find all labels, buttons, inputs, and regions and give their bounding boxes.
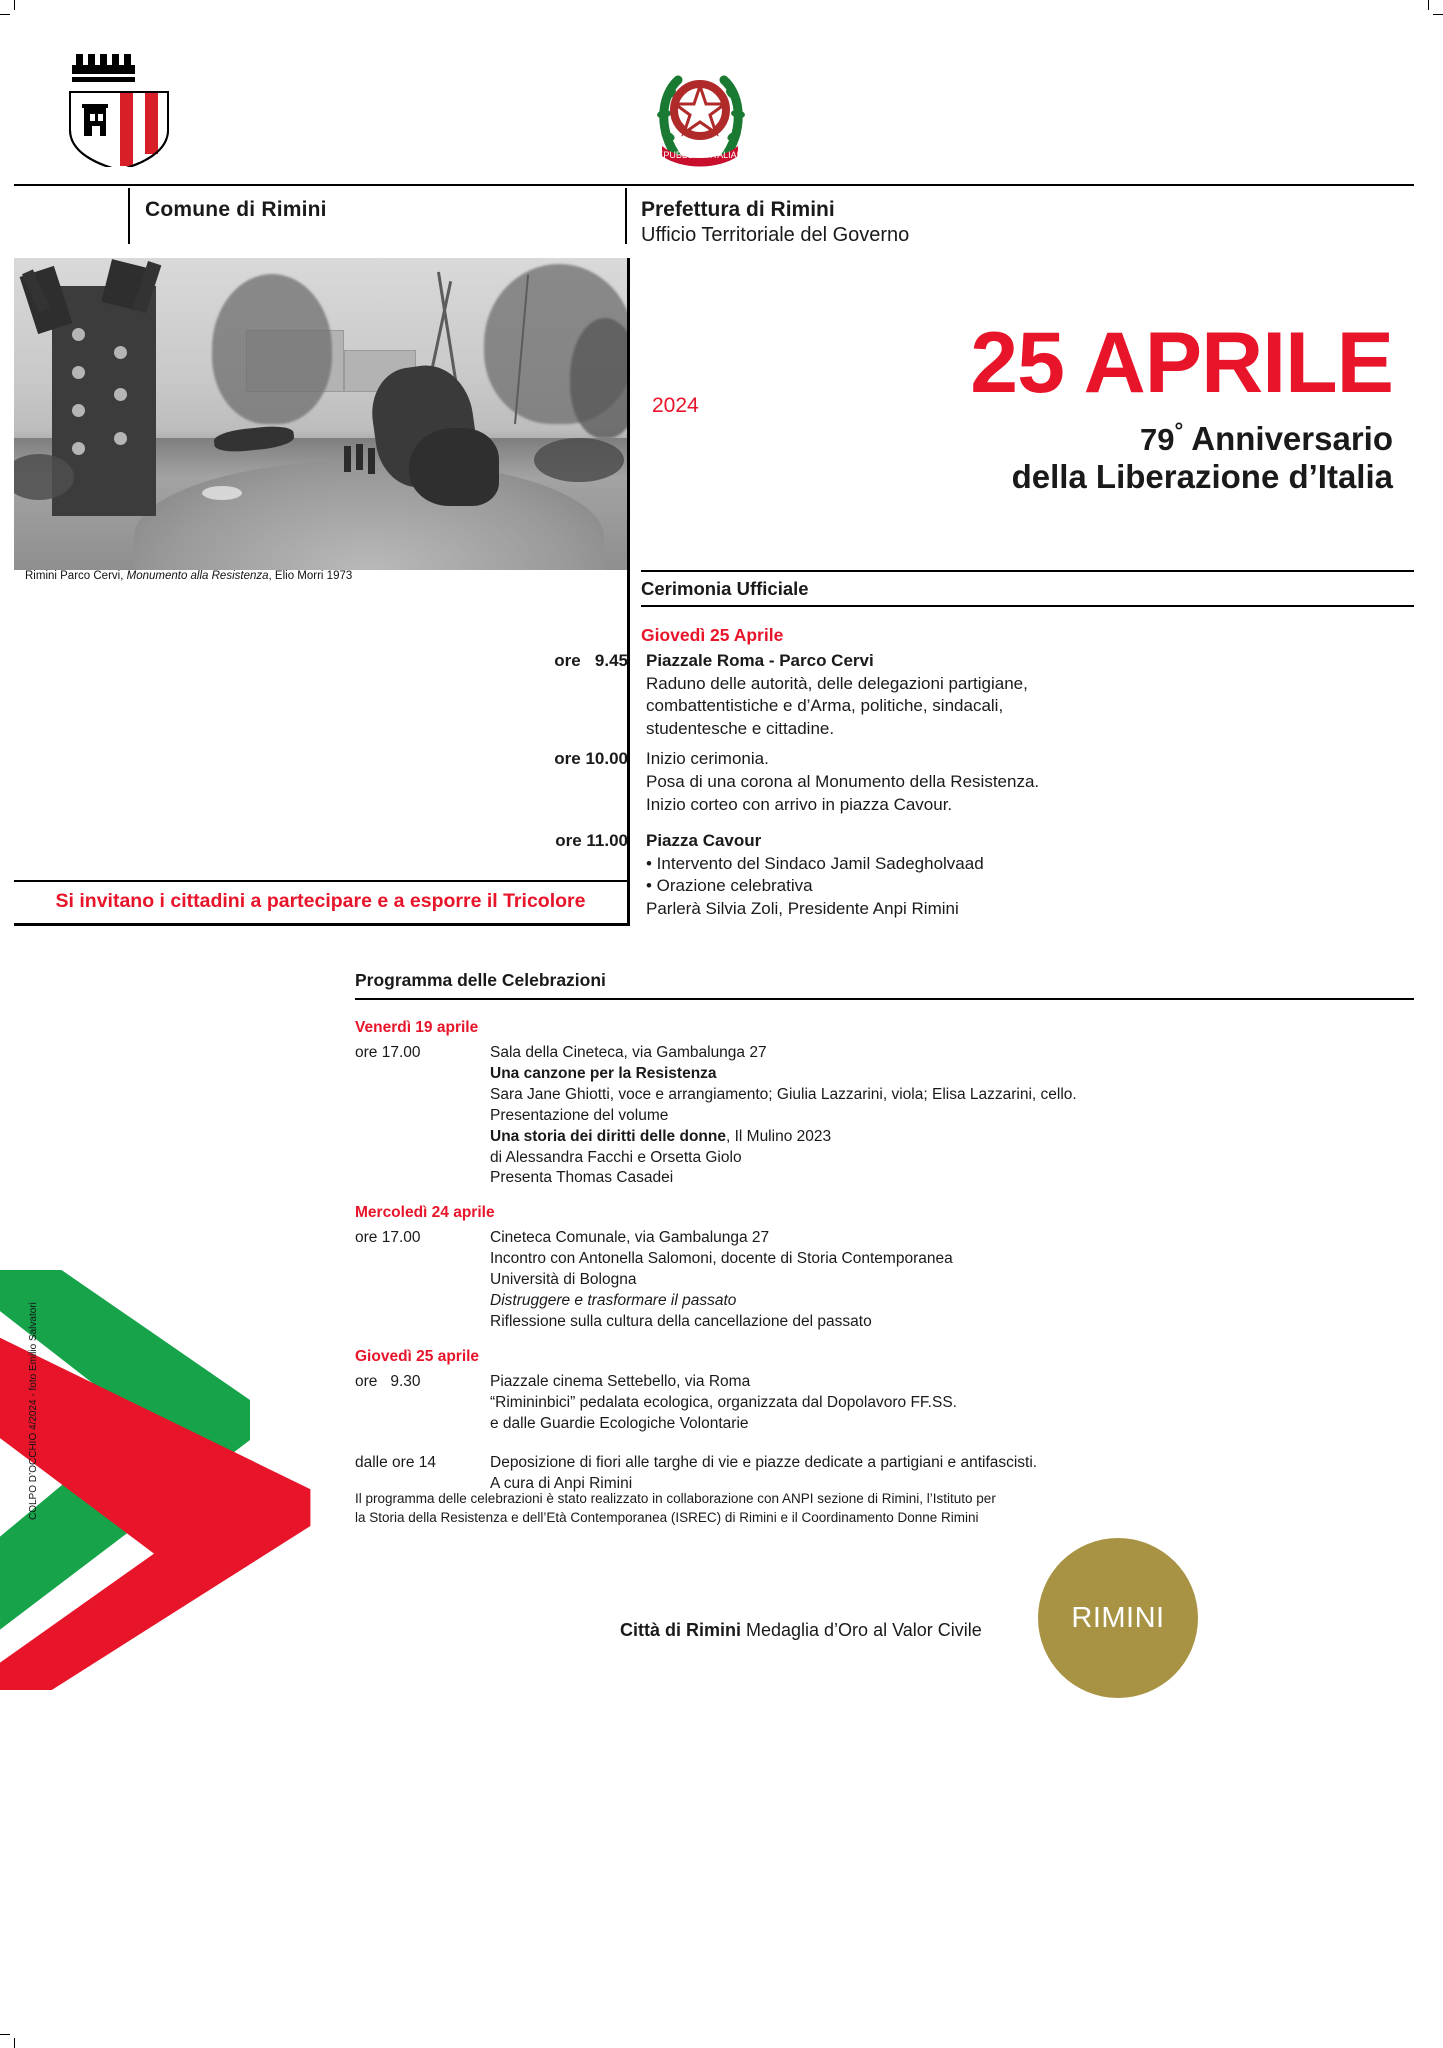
program-detail bbox=[490, 1453, 1037, 1495]
header-vertical-divider-right bbox=[625, 188, 627, 244]
ceremony-rule-bottom bbox=[641, 605, 1414, 607]
photo-bush-2 bbox=[534, 438, 624, 482]
program-note bbox=[355, 1490, 1385, 1528]
program-line: Sara Jane Ghiotti, voce e arrangiamento; Giulia Lazzarini, viola; Elisa Lazzarini, cello. bbox=[490, 1085, 1077, 1103]
program-line: e dalle Guardie Ecologiche Volontarie bbox=[490, 1414, 749, 1432]
invite-rule-bottom bbox=[14, 923, 627, 926]
ceremony-location: Piazza Cavour bbox=[646, 831, 762, 851]
program-line: A cura di Anpi Rimini bbox=[490, 1474, 633, 1492]
anniversary-text bbox=[641, 418, 1393, 497]
ceremony-detail bbox=[646, 830, 984, 920]
ceremony-line: Posa di una corona al Monumento della Resistenza. bbox=[646, 772, 1040, 792]
prefettura-line2: Ufficio Territoriale del Governo bbox=[641, 223, 910, 246]
header-vertical-divider-left bbox=[128, 188, 130, 244]
program-time: ore 17.00 bbox=[355, 1229, 421, 1247]
photo-monument-right-lower bbox=[409, 428, 499, 506]
photo-caption-prefix: Rimini Parco Cervi, bbox=[25, 570, 127, 582]
program-detail bbox=[490, 1228, 953, 1333]
program-line: Piazzale cinema Settebello, via Roma bbox=[490, 1372, 751, 1390]
photo-caption bbox=[25, 570, 352, 582]
tricolore-arrow-graphic bbox=[0, 1270, 400, 1690]
program-line: Incontro con Antonella Salomoni, docente di Storia Contemporanea bbox=[490, 1250, 953, 1268]
invite-text: Si invitano i cittadini a partecipare e a esporre il Tricolore bbox=[55, 890, 586, 912]
prefettura-title bbox=[641, 198, 909, 248]
ceremony-line: • Orazione celebrativa bbox=[646, 876, 813, 896]
program-line-bold: Una canzone per la Resistenza bbox=[490, 1064, 717, 1082]
ceremony-rule-top bbox=[641, 570, 1414, 572]
anniversary-line2: della Liberazione d’Italia bbox=[1011, 458, 1393, 496]
ceremony-line: • Intervento del Sindaco Jamil Sadegholvaad bbox=[646, 853, 984, 873]
page-title: 25 APRILE bbox=[970, 315, 1393, 411]
citta-di-rimini-line bbox=[620, 1620, 982, 1641]
ceremony-line: Inizio corteo con arrivo in piazza Cavour. bbox=[646, 794, 953, 814]
comune-title: Comune di Rimini bbox=[145, 198, 327, 221]
program-line: di Alessandra Facchi e Orsetta Giolo bbox=[490, 1148, 742, 1166]
title-year: 2024 bbox=[652, 394, 699, 417]
ceremony-line: Inizio cerimonia. bbox=[646, 749, 769, 769]
program-time: ore 9.30 bbox=[355, 1372, 421, 1390]
program-line-mixed: Una storia dei diritti delle donne, Il Mulino 2023 bbox=[490, 1127, 832, 1145]
ceremony-detail bbox=[646, 650, 1028, 740]
program-line-title: Una storia dei diritti delle donne bbox=[490, 1127, 726, 1145]
invite-rule-top bbox=[14, 880, 627, 882]
program-line: “Rimininbici” pedalata ecologica, organizzata dal Dopolavoro FF.SS. bbox=[490, 1393, 957, 1411]
program-line: Sala della Cineteca, via Gambalunga 27 bbox=[490, 1043, 767, 1061]
program-entry bbox=[355, 1043, 1435, 1189]
header-divider bbox=[14, 184, 1414, 186]
program-line: Università di Bologna bbox=[490, 1271, 637, 1289]
crop-mark-bottom-left-v bbox=[14, 2038, 15, 2048]
crop-mark-top-left-v bbox=[14, 0, 15, 10]
ceremony-time: ore 10.00 bbox=[554, 749, 628, 769]
ceremony-row bbox=[450, 650, 1414, 740]
program-note-line: la Storia della Resistenza e dell’Età Contemporanea (ISREC) di Rimini e il Coordinamento Donne Rimini bbox=[355, 1509, 979, 1525]
program-note-line: Il programma delle celebrazioni è stato realizzato in collaborazione con ANPI sezione di Rimini, l’Istituto per bbox=[355, 1491, 996, 1506]
photo-flowers bbox=[202, 486, 242, 500]
ceremony-line: Raduno delle autorità, delle delegazioni partigiane, bbox=[646, 673, 1028, 693]
program-entry bbox=[355, 1372, 1435, 1435]
crop-mark-top-left-h bbox=[0, 14, 10, 15]
program-time: dalle ore 14 bbox=[355, 1453, 437, 1471]
program-entry bbox=[355, 1228, 1435, 1333]
photo-caption-italic: Monumento alla Resistenza bbox=[126, 570, 269, 582]
program-heading: Programma delle Celebrazioni bbox=[355, 970, 606, 990]
photo-monument-hole-6 bbox=[114, 388, 127, 401]
program-line-italic: Distruggere e trasformare il passato bbox=[490, 1292, 737, 1310]
program-line: Riflessione sulla cultura della cancellazione del passato bbox=[490, 1312, 872, 1330]
ceremony-line: Parlerà Silvia Zoli, Presidente Anpi Rimini bbox=[646, 899, 959, 919]
svg-text:REPUBBLICA ITALIANA: REPUBBLICA ITALIANA bbox=[650, 150, 750, 160]
ceremony-day-label: Giovedì 25 Aprile bbox=[641, 625, 784, 645]
citta-bold: Città di Rimini bbox=[620, 1620, 741, 1640]
program-line: Cineteca Comunale, via Gambalunga 27 bbox=[490, 1229, 770, 1247]
program-day-label: Mercoledì 24 aprile bbox=[355, 1204, 495, 1222]
photo-caption-suffix: , Elio Morri 1973 bbox=[268, 570, 353, 582]
ceremony-time: ore 11.00 bbox=[555, 831, 628, 851]
photo-figure-1 bbox=[344, 446, 351, 472]
prefettura-line1: Prefettura di Rimini bbox=[641, 198, 835, 221]
rimini-badge: RIMINI bbox=[1038, 1538, 1198, 1698]
program-list bbox=[355, 1008, 1435, 1496]
anniversary-degree: ° bbox=[1174, 418, 1184, 443]
program-detail bbox=[490, 1043, 1077, 1189]
program-line: Deposizione di fiori alle targhe di vie e piazze dedicate a partigiani e antifascisti. bbox=[490, 1453, 1038, 1471]
program-day-label: Giovedì 25 aprile bbox=[355, 1347, 480, 1365]
crop-mark-top-right-h bbox=[1433, 14, 1443, 15]
photo-monument-hole-2 bbox=[72, 366, 85, 379]
citta-rest: Medaglia d’Oro al Valor Civile bbox=[741, 1620, 982, 1640]
program-entry bbox=[355, 1453, 1435, 1495]
title-block bbox=[641, 315, 1401, 497]
anniversary-word: Anniversario bbox=[1191, 420, 1393, 457]
anniversary-number: 79 bbox=[1140, 422, 1175, 457]
photo-monument-hole-7 bbox=[114, 432, 127, 445]
photo-credit: COLPO D’OCCHIO 4/2024 - foto Emilio Salvatori bbox=[28, 1302, 39, 1520]
photo-tree-3 bbox=[570, 318, 627, 438]
photo-tree-1 bbox=[212, 274, 332, 424]
crop-mark-bottom-left-h bbox=[0, 2034, 10, 2035]
ceremony-detail bbox=[646, 748, 1039, 816]
program-day-label: Venerdì 19 aprile bbox=[355, 1019, 479, 1036]
ceremony-location: Piazzale Roma - Parco Cervi bbox=[646, 651, 874, 670]
program-detail bbox=[490, 1372, 957, 1435]
photo-figure-3 bbox=[368, 448, 375, 474]
program-rule bbox=[355, 998, 1414, 1000]
program-time: ore 17.00 bbox=[355, 1043, 421, 1061]
crop-mark-top-right-v bbox=[1428, 0, 1429, 10]
monument-photo bbox=[14, 258, 627, 570]
repubblica-italiana-emblem-icon bbox=[648, 62, 753, 172]
photo-monument-hole-1 bbox=[72, 328, 85, 341]
ceremony-line: combattentistiche e d’Arma, politiche, sindacali, bbox=[646, 696, 1004, 716]
ceremony-line: studentesche e cittadine. bbox=[646, 718, 835, 738]
ceremony-time: ore 9.45 bbox=[554, 651, 628, 670]
program-line: Presentazione del volume bbox=[490, 1106, 669, 1124]
ceremony-row bbox=[450, 748, 1414, 816]
photo-monument-hole-3 bbox=[72, 404, 85, 417]
program-line: Presenta Thomas Casadei bbox=[490, 1169, 674, 1187]
ceremony-heading: Cerimonia Ufficiale bbox=[641, 578, 809, 599]
comune-di-rimini-crest-icon bbox=[64, 52, 174, 167]
photo-figure-2 bbox=[356, 444, 363, 470]
ceremony-schedule bbox=[450, 650, 1414, 929]
photo-monument-hole-4 bbox=[72, 442, 85, 455]
photo-monument-hole-5 bbox=[114, 346, 127, 359]
